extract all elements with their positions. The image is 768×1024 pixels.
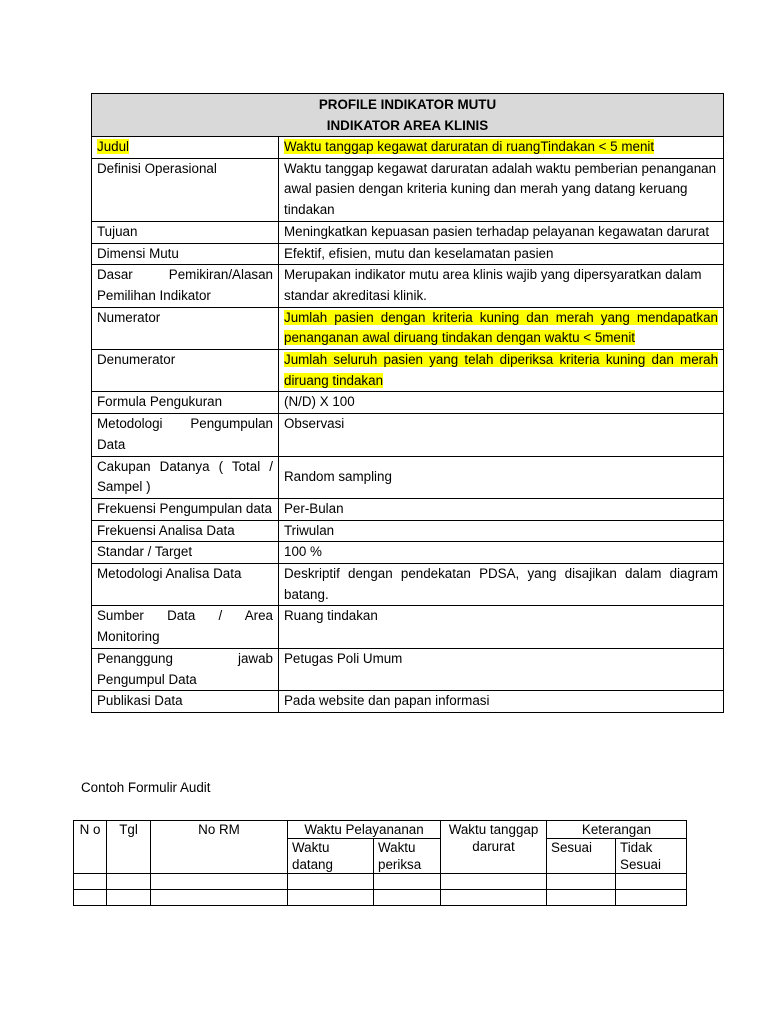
label-dasar-pemikiran: Dasar Pemikiran/Alasan Pemilihan Indikator <box>92 265 279 307</box>
row-sumber-data <box>92 606 724 648</box>
label-tujuan: Tujuan <box>92 221 279 243</box>
audit-cell[interactable] <box>547 874 616 890</box>
audit-col-keterangan: Keterangan <box>547 821 687 839</box>
row-tujuan <box>92 221 724 243</box>
label-judul <box>92 137 279 159</box>
audit-col-waktu-tanggap: Waktu tanggap darurat <box>441 821 547 874</box>
audit-col-waktu-pelayanan: Waktu Pelayananan <box>288 821 441 839</box>
value-sumber-data: Ruang tindakan <box>279 606 724 648</box>
audit-cell[interactable] <box>547 890 616 906</box>
label-penanggung-jawab: Penanggung jawab Pengumpul Data <box>92 648 279 690</box>
label-metodologi-pengumpulan: Metodologi Pengumpulan Data <box>92 414 279 456</box>
value-formula-pengukuran: (N/D) X 100 <box>279 392 724 414</box>
audit-col-no: N o <box>74 821 107 874</box>
audit-header-row-1 <box>74 821 687 839</box>
value-dasar-pemikiran: Merupakan indikator mutu area klinis wajib yang dipersyaratkan dalam standar akreditasi klinik. <box>279 265 724 307</box>
row-metodologi-pengumpulan <box>92 414 724 456</box>
row-dasar-pemikiran <box>92 265 724 307</box>
value-numerator-text: Jumlah pasien dengan kriteria kuning dan merah yang mendapatkan penanganan awal diruang tindakan dengan waktu < 5menit <box>284 309 719 346</box>
audit-cell[interactable] <box>616 874 687 890</box>
label-publikasi-data: Publikasi Data <box>92 691 279 713</box>
label-cakupan-data: Cakupan Datanya ( Total / Sampel ) <box>92 456 279 498</box>
audit-col-waktu-datang: Waktu datang <box>288 839 374 874</box>
audit-cell[interactable] <box>441 890 547 906</box>
audit-cell[interactable] <box>74 890 107 906</box>
audit-col-norm: No RM <box>151 821 288 874</box>
row-judul <box>92 137 724 159</box>
value-publikasi-data: Pada website dan papan informasi <box>279 691 724 713</box>
audit-col-tgl: Tgl <box>107 821 151 874</box>
value-standar-target: 100 % <box>279 542 724 564</box>
label-dimensi-mutu: Dimensi Mutu <box>92 243 279 265</box>
audit-col-waktu-periksa: Waktu periksa <box>374 839 441 874</box>
audit-cell[interactable] <box>151 874 288 890</box>
audit-cell[interactable] <box>107 890 151 906</box>
label-metodologi-analisa: Metodologi Analisa Data <box>92 564 279 606</box>
value-metodologi-analisa: Deskriptif dengan pendekatan PDSA, yang disajikan dalam diagram batang. <box>279 564 724 606</box>
audit-cell[interactable] <box>74 874 107 890</box>
label-denumerator: Denumerator <box>92 350 279 392</box>
row-dimensi-mutu <box>92 243 724 265</box>
row-cakupan-data <box>92 456 724 498</box>
audit-cell[interactable] <box>441 874 547 890</box>
value-denumerator <box>279 350 724 392</box>
value-penanggung-jawab: Petugas Poli Umum <box>279 648 724 690</box>
row-publikasi-data <box>92 691 724 713</box>
row-formula-pengukuran <box>92 392 724 414</box>
row-frekuensi-pengumpulan <box>92 498 724 520</box>
label-numerator: Numerator <box>92 307 279 349</box>
row-penanggung-jawab <box>92 648 724 690</box>
value-judul-text: Waktu tanggap kegawat daruratan di ruangTindakan < 5 menit <box>284 139 655 154</box>
value-judul <box>279 137 724 159</box>
label-formula-pengukuran: Formula Pengukuran <box>92 392 279 414</box>
audit-form-caption: Contoh Formulir Audit <box>81 780 211 795</box>
row-metodologi-analisa <box>92 564 724 606</box>
row-denumerator <box>92 350 724 392</box>
audit-cell[interactable] <box>374 874 441 890</box>
label-definisi-operasional: Definisi Operasional <box>92 158 279 221</box>
audit-empty-row <box>74 890 687 906</box>
audit-cell[interactable] <box>288 874 374 890</box>
value-cakupan-data: Random sampling <box>279 456 724 498</box>
audit-cell[interactable] <box>151 890 288 906</box>
label-frekuensi-analisa: Frekuensi Analisa Data <box>92 520 279 542</box>
profile-title-line2: INDIKATOR AREA KLINIS <box>326 118 489 133</box>
label-standar-target: Standar / Target <box>92 542 279 564</box>
audit-col-sesuai: Sesuai <box>547 839 616 874</box>
profile-header-row <box>92 94 724 137</box>
value-frekuensi-pengumpulan: Per-Bulan <box>279 498 724 520</box>
profile-indikator-table <box>91 93 724 713</box>
row-definisi-operasional <box>92 158 724 221</box>
profile-title-line1: PROFILE INDIKATOR MUTU <box>318 97 497 112</box>
label-sumber-data: Sumber Data / Area Monitoring <box>92 606 279 648</box>
audit-col-tidak-sesuai: Tidak Sesuai <box>616 839 687 874</box>
row-frekuensi-analisa <box>92 520 724 542</box>
audit-cell[interactable] <box>374 890 441 906</box>
label-frekuensi-pengumpulan: Frekuensi Pengumpulan data <box>92 498 279 520</box>
label-judul-text: Judul <box>97 139 130 154</box>
value-frekuensi-analisa: Triwulan <box>279 520 724 542</box>
value-definisi-operasional: Waktu tanggap kegawat daruratan adalah waktu pemberian penanganan awal pasien dengan kriteria kuning dan merah yang datang keruang tindakan <box>279 158 724 221</box>
audit-form-table <box>73 820 687 906</box>
value-numerator <box>279 307 724 349</box>
audit-cell[interactable] <box>107 874 151 890</box>
profile-title <box>92 94 724 137</box>
audit-empty-row <box>74 874 687 890</box>
value-denumerator-text: Jumlah seluruh pasien yang telah diperiksa kriteria kuning dan merah diruang tindakan <box>284 352 719 388</box>
value-metodologi-pengumpulan: Observasi <box>279 414 724 456</box>
row-standar-target <box>92 542 724 564</box>
audit-cell[interactable] <box>616 890 687 906</box>
value-dimensi-mutu: Efektif, efisien, mutu dan keselamatan pasien <box>279 243 724 265</box>
value-tujuan: Meningkatkan kepuasan pasien terhadap pelayanan kegawatan darurat <box>279 221 724 243</box>
audit-cell[interactable] <box>288 890 374 906</box>
row-numerator <box>92 307 724 349</box>
